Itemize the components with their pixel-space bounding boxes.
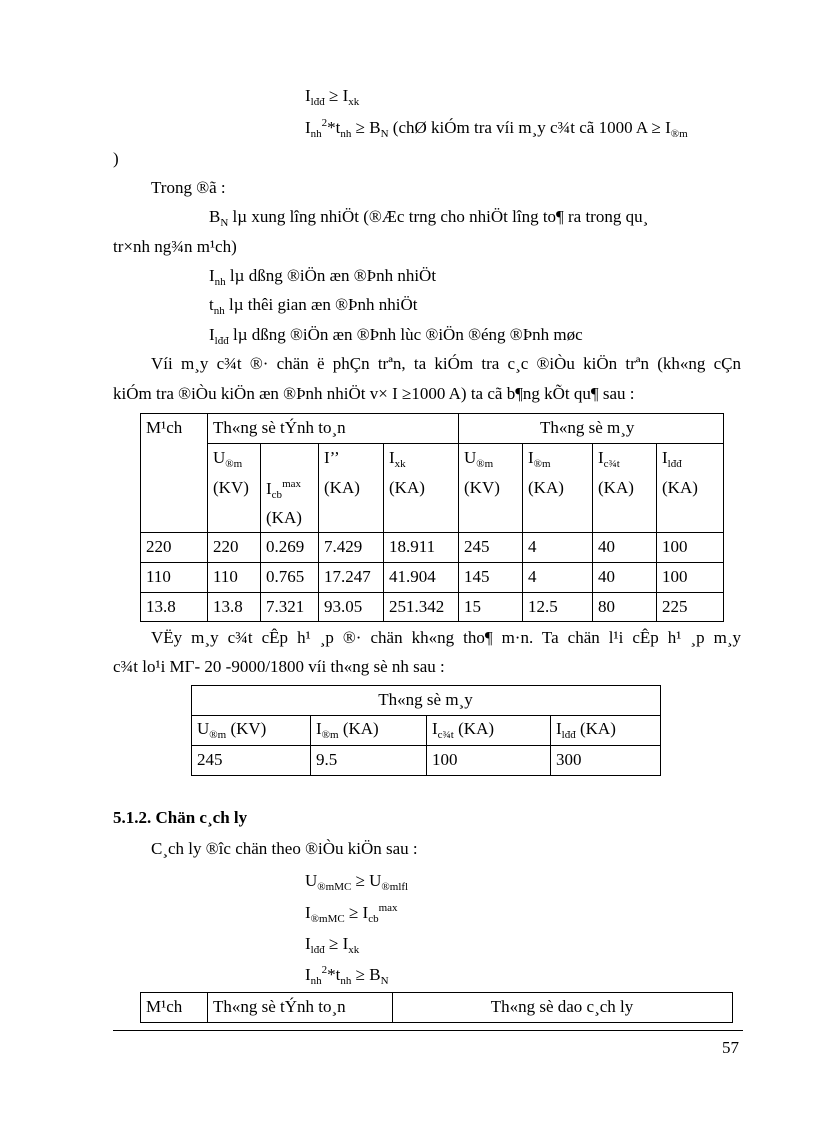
- table-cell: 245: [197, 750, 223, 769]
- table-header-isec: I’’: [324, 448, 340, 467]
- table-header-ildd: $I_{lđđ}$: [662, 448, 682, 470]
- table-header-machine: Th«ng sè m¸y: [540, 418, 635, 437]
- table-cell: 4: [528, 567, 537, 586]
- para2-line2: c¾t lo¹i MΓ- 20 -9000/1800 víi th«ng sè nh sau :: [113, 657, 445, 676]
- table3-header-disconnector: Th«ng sè dao c¸ch ly: [490, 997, 634, 1016]
- table-header-ixk: $I_{xk}$: [389, 448, 406, 470]
- condition-thermal: $I_{nh}^2*t_{nh} \ge B_N$: [305, 964, 389, 987]
- condition-current: $I_{®mMC} \ge I_{cb}^{max}$: [305, 902, 398, 925]
- table-cell: 100: [662, 537, 688, 556]
- table-header-icb: $I_{cb}^{max}$: [266, 478, 302, 501]
- table-cell: 220: [213, 537, 239, 556]
- table3-header-calculated: Th«ng sè tÝnh to¸n: [213, 997, 346, 1016]
- table-header-idm: $I_{®m}$: [528, 448, 551, 470]
- condition-voltage: $U_{®mMC} \ge U_{®mlfl}$: [305, 871, 409, 893]
- table-cell: 100: [432, 750, 458, 769]
- table-cell: 145: [464, 567, 490, 586]
- table-header-idm-unit: (KA): [528, 478, 564, 497]
- table-cell: 40: [598, 537, 615, 556]
- table-header-udm-unit: (KV): [213, 478, 249, 497]
- table-cell: 9.5: [316, 750, 338, 769]
- table-cell: 0.765: [266, 567, 305, 586]
- table-header-icat: $I_{c\frac{3}{4}t}$: [598, 448, 620, 470]
- table-cell: 251.342: [389, 597, 445, 616]
- table-cell: 18.911: [389, 537, 436, 556]
- para2-line1: VËy m¸y c¾t cÊp h¹ ¸p ®· chän kh«ng tho¶ m·n. Ta chän l¹i cÊp h¹ ¸p m¸y: [151, 628, 741, 647]
- section-heading: 5.1.2. Chän c¸ch ly: [113, 808, 248, 827]
- table-cell: 0.269: [266, 537, 305, 556]
- table-cell: 15: [464, 597, 481, 616]
- table-cell: 13.8: [146, 597, 176, 616]
- table3-header-mach: M¹ch: [146, 997, 183, 1016]
- table-cell: 225: [662, 597, 688, 616]
- para1-line2: kiÓm tra ®iÒu kiÖn æn ®Þnh nhiÖt v× I ≥1000 A) ta cã b¶ng kÕt qu¶ sau :: [113, 384, 635, 403]
- table-cell: 110: [146, 567, 171, 586]
- table-header-ildd-unit: (KA): [662, 478, 698, 497]
- table-header-isec-unit: (KA): [324, 478, 360, 497]
- table2-header-ildd: $I_{lđđ}$ (KA): [556, 719, 616, 741]
- table-cell: 41.904: [389, 567, 436, 586]
- section-intro: C¸ch ly ®îc chän theo ®iÒu kiÖn sau :: [151, 839, 418, 858]
- formula-thermal-check: $I_{nh}^2*t_{nh} \ge B_N$ (chØ kiÓm tra víi m¸y c¾t cã 1000 $A \ge I_{®m}$: [305, 117, 688, 140]
- table-cell: 93.05: [324, 597, 363, 616]
- definition-tnh: $t_{nh}$ lµ thêi gian æn ®Þnh nhiÖt: [209, 295, 418, 317]
- definition-bn: $B_N$ lµ xung lîng nhiÖt (®Æc trng cho nhiÖt lîng to¶ ra trong qu¸: [209, 207, 649, 229]
- closing-paren: ): [113, 149, 119, 168]
- table2-title: Th«ng sè m¸y: [378, 690, 473, 709]
- definition-inh: $I_{nh}$ lµ dßng ®iÖn æn ®Þnh nhiÖt: [209, 266, 437, 288]
- table-header-ixk-unit: (KA): [389, 478, 425, 497]
- table-cell: 17.247: [324, 567, 371, 586]
- table-cell: 12.5: [528, 597, 558, 616]
- table-header-icat-unit: (KA): [598, 478, 634, 497]
- para1-line1: Víi m¸y c¾t ®· chän ë phÇn trªn, ta kiÓm tra c¸c ®iÒu kiÖn trªn (kh«ng cÇn: [151, 354, 741, 373]
- table-header-udm: $U_{®m}$: [213, 448, 243, 470]
- page-number: 57: [722, 1038, 739, 1057]
- table-header-mach: M¹ch: [146, 418, 183, 437]
- definition-bn-cont: tr×nh ng¾n m¹ch): [113, 237, 237, 256]
- table-cell: 245: [464, 537, 490, 556]
- footer-rule: [113, 1030, 743, 1031]
- definition-ildd: $I_{lđđ}$ lµ dßng ®iÖn æn ®Þnh lùc ®iÖn ®éng ®Þnh møc: [209, 325, 583, 347]
- table-cell: 40: [598, 567, 615, 586]
- table2-header-idm: $I_{®m}$ (KA): [316, 719, 379, 741]
- table-header-icb-unit: (KA): [266, 508, 302, 527]
- table2-header-udm: $U_{®m}$ (KV): [197, 719, 267, 741]
- table-cell: 7.321: [266, 597, 305, 616]
- table-cell: 300: [556, 750, 582, 769]
- table-cell: 4: [528, 537, 537, 556]
- table-header-udm2: $U_{®m}$: [464, 448, 494, 470]
- table-cell: 100: [662, 567, 688, 586]
- table-cell: 80: [598, 597, 615, 616]
- table-cell: 7.429: [324, 537, 363, 556]
- table-header-udm2-unit: (KV): [464, 478, 500, 497]
- condition-dynamic: $I_{lđđ} \ge I_{xk}$: [305, 934, 360, 956]
- formula-idd-xk: $I_{lđđ} \ge I_{xk}$: [305, 86, 360, 108]
- table-header-calculated: Th«ng sè tÝnh to¸n: [213, 418, 346, 437]
- definitions-intro: Trong ®ã :: [151, 178, 226, 197]
- table-cell: 13.8: [213, 597, 243, 616]
- table-cell: 110: [213, 567, 238, 586]
- table-cell: 220: [146, 537, 172, 556]
- table2-header-icat: $I_{c\frac{3}{4}t}$ (KA): [432, 719, 495, 741]
